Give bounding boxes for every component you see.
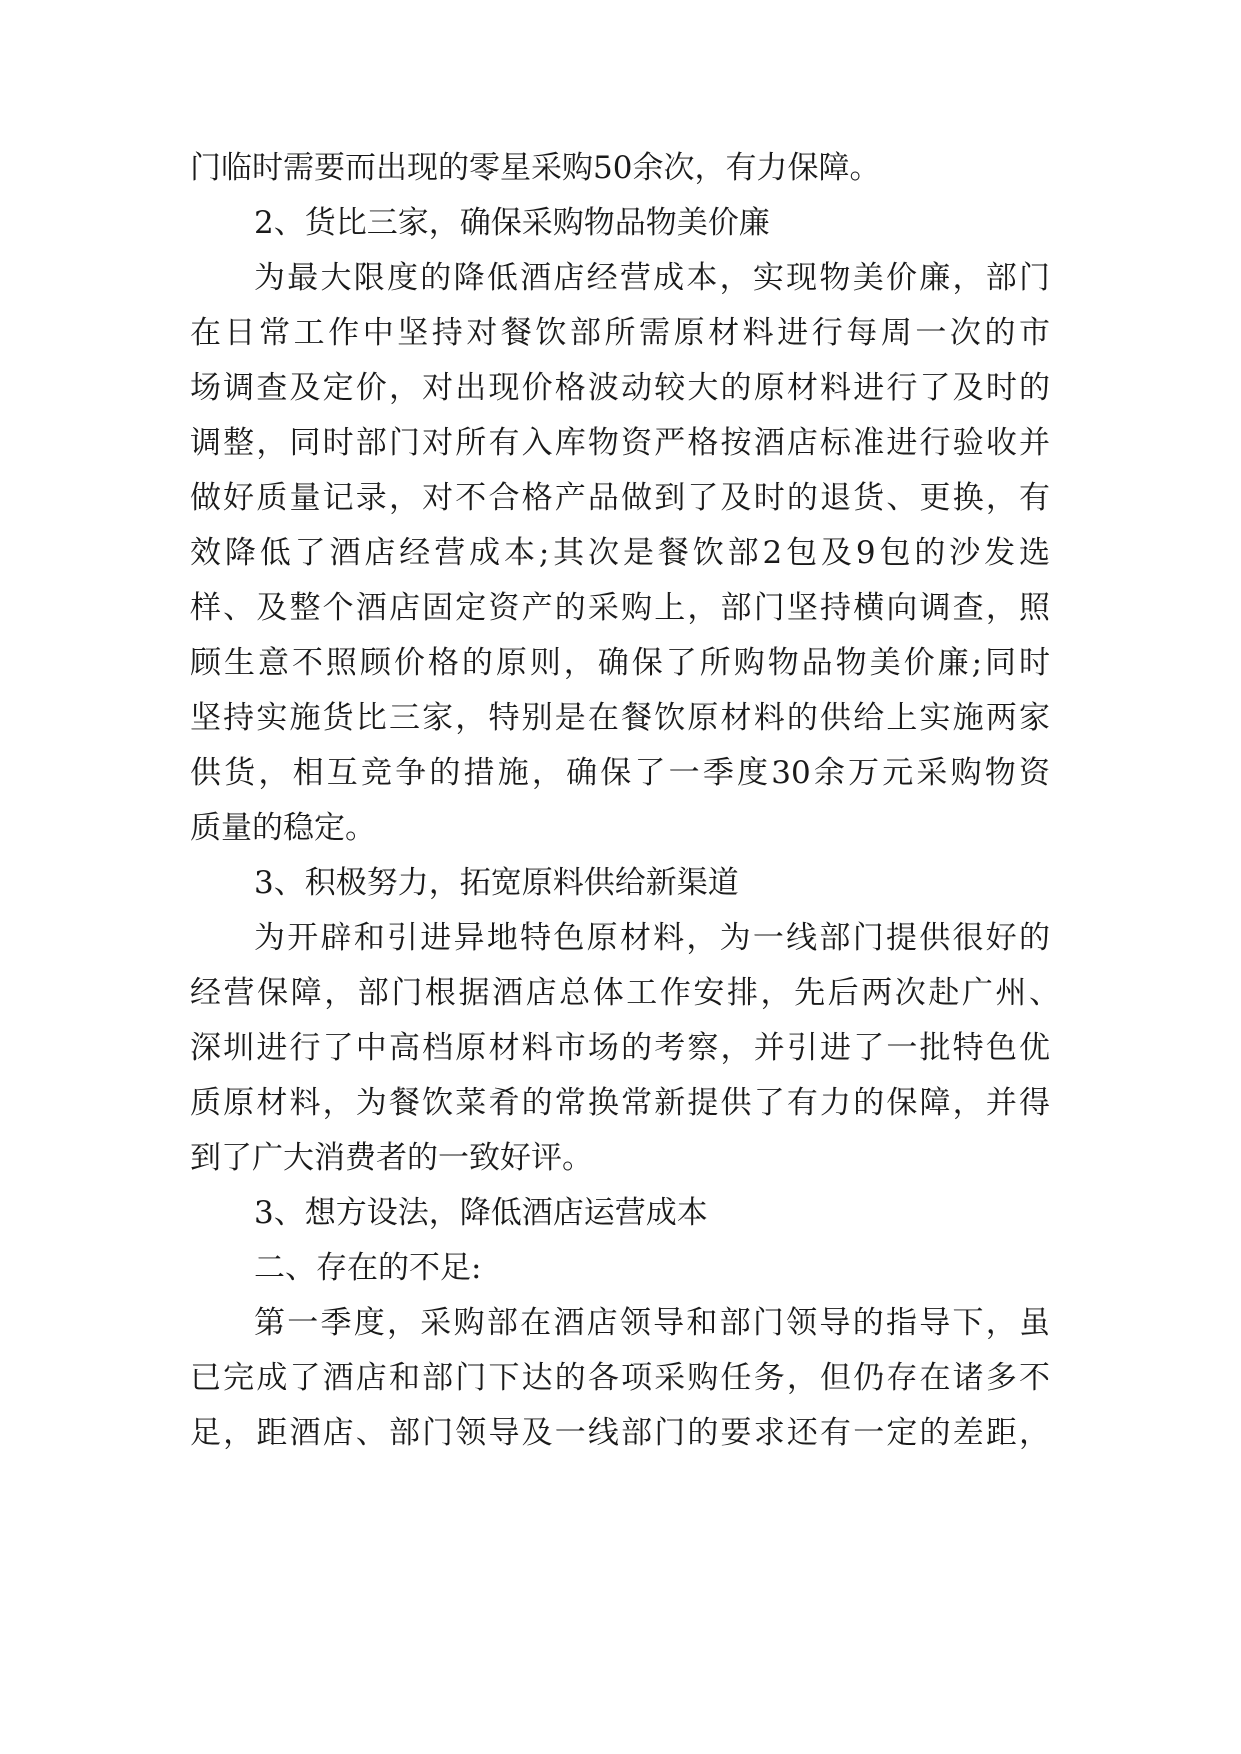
text-line: 到了广大消费者的一致好评。 — [190, 1140, 593, 1176]
text-line: 经营保障，部门根据酒店总体工作安排，先后两次赴广州、 — [190, 975, 1060, 1011]
section-heading: 3、积极努力，拓宽原料供给新渠道 — [254, 865, 739, 901]
text-line: 做好质量记录，对不合格产品做到了及时的退货、更换，有 — [190, 480, 1050, 516]
text-line: 样、及整个酒店固定资产的采购上，部门坚持横向调查，照 — [190, 590, 1050, 626]
text-line: 调整，同时部门对所有入库物资严格按酒店标准进行验收并 — [190, 425, 1050, 461]
text-line: 深圳进行了中高档原材料市场的考察，并引进了一批特色优 — [190, 1030, 1050, 1066]
text-line: 场调查及定价，对出现价格波动较大的原材料进行了及时的 — [190, 370, 1050, 406]
text-line: 足，距酒店、部门领导及一线部门的要求还有一定的差距， — [190, 1415, 1050, 1451]
text-line: 质量的稳定。 — [190, 810, 376, 846]
section-heading: 二、存在的不足: — [254, 1250, 482, 1286]
section-heading: 2、货比三家，确保采购物品物美价廉 — [254, 205, 770, 241]
text-line: 效降低了酒店经营成本;其次是餐饮部2包及9包的沙发选 — [190, 535, 1050, 571]
text-line: 为开辟和引进异地特色原材料，为一线部门提供很好的 — [254, 920, 1050, 956]
section-heading: 3、想方设法，降低酒店运营成本 — [254, 1195, 708, 1231]
text-line: 供货，相互竞争的措施，确保了一季度30余万元采购物资 — [190, 755, 1050, 791]
text-line: 门临时需要而出现的零星采购50余次，有力保障。 — [190, 150, 881, 186]
text-line: 坚持实施货比三家，特别是在餐饮原材料的供给上实施两家 — [190, 700, 1050, 736]
text-line: 已完成了酒店和部门下达的各项采购任务，但仍存在诸多不 — [190, 1360, 1050, 1396]
text-line: 顾生意不照顾价格的原则，确保了所购物品物美价廉;同时 — [190, 645, 1050, 681]
text-line: 第一季度，采购部在酒店领导和部门领导的指导下，虽 — [254, 1305, 1050, 1341]
text-line: 为最大限度的降低酒店经营成本，实现物美价廉，部门 — [254, 260, 1050, 296]
text-line: 在日常工作中坚持对餐饮部所需原材料进行每周一次的市 — [190, 315, 1050, 351]
text-line: 质原材料，为餐饮菜肴的常换常新提供了有力的保障，并得 — [190, 1085, 1050, 1121]
